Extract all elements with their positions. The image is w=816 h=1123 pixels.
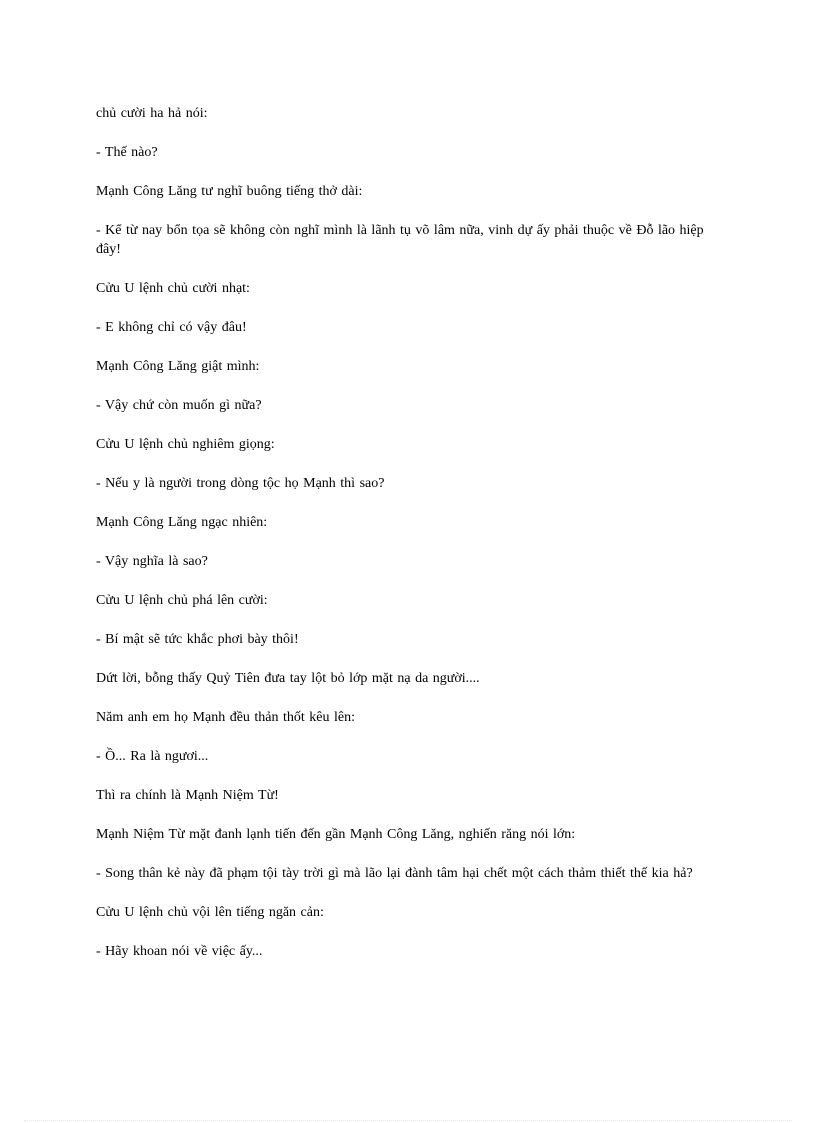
paragraph: Mạnh Công Lăng tư nghĩ buông tiếng thở dài: [96, 184, 363, 199]
paragraph: - Song thân kẻ này đã phạm tội tày trời gì mà lão lại đành tâm hại chết một cách thảm thiết thế kia hả? [96, 866, 693, 881]
paragraph: Mạnh Công Lăng giật mình: [96, 359, 260, 374]
paragraph: - Hãy khoan nói về việc ấy... [96, 944, 263, 959]
page-bottom-divider [24, 1120, 792, 1121]
paragraph: - Nếu y là người trong dòng tộc họ Mạnh thì sao? [96, 476, 385, 491]
document-body [96, 104, 716, 981]
paragraph: Mạnh Niệm Từ mặt đanh lạnh tiến đến gần Mạnh Công Lăng, nghiến răng nói lớn: [96, 827, 576, 842]
paragraph: Dứt lời, bỗng thấy Quỷ Tiên đưa tay lột bỏ lớp mặt nạ da người.... [96, 671, 480, 686]
paragraph: Mạnh Công Lăng ngạc nhiên: [96, 515, 268, 530]
paragraph: Cửu U lệnh chủ nghiêm giọng: [96, 437, 275, 452]
paragraph: - Thế nào? [96, 145, 158, 160]
paragraph: chủ cười ha hả nói: [96, 106, 208, 121]
paragraph: Năm anh em họ Mạnh đều thản thốt kêu lên: [96, 710, 355, 725]
paragraph: Thì ra chính là Mạnh Niệm Từ! [96, 788, 279, 803]
paragraph: Cửu U lệnh chủ cười nhạt: [96, 281, 250, 296]
paragraph: - Kể từ nay bổn tọa sẽ không còn nghĩ mình là lãnh tụ võ lâm nữa, vinh dự ấy phải thuộc về Đỗ lão hiệp đây! [96, 223, 704, 257]
paragraph: - E không chỉ có vậy đâu! [96, 320, 247, 335]
paragraph: Cửu U lệnh chủ phá lên cười: [96, 593, 268, 608]
paragraph: - Bí mật sẽ tức khắc phơi bày thôi! [96, 632, 299, 647]
paragraph: - Ồ... Ra là ngươi... [96, 749, 209, 764]
paragraph: - Vậy chứ còn muốn gì nữa? [96, 398, 262, 413]
paragraph: Cửu U lệnh chủ vội lên tiếng ngăn cản: [96, 905, 324, 920]
paragraph: - Vậy nghĩa là sao? [96, 554, 208, 569]
